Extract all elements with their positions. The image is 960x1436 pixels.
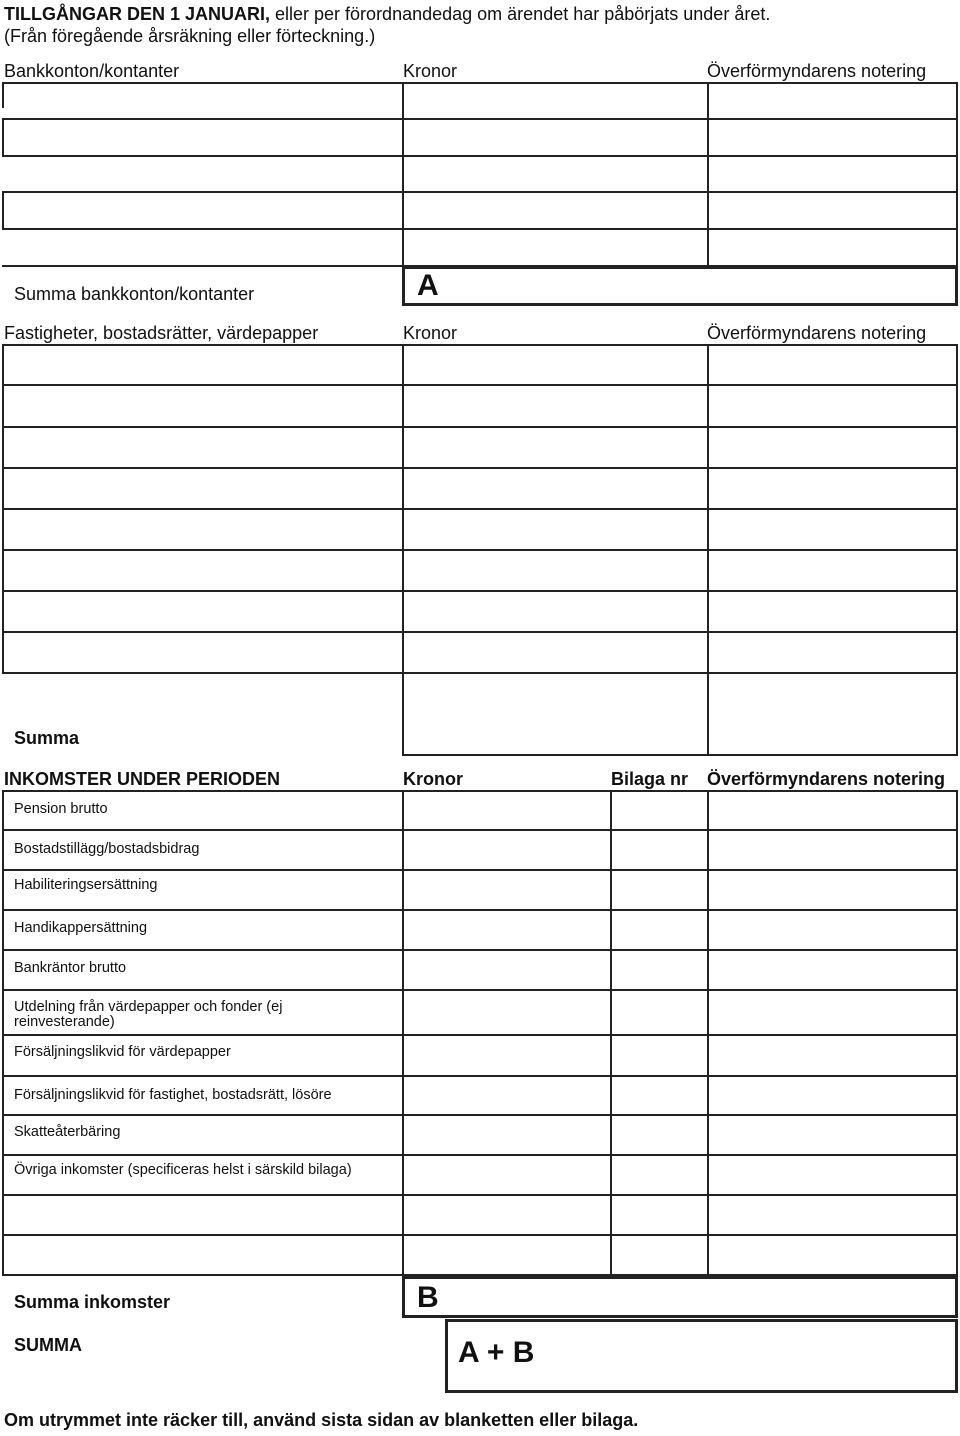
bank-row-1-kronor[interactable]	[404, 84, 705, 117]
income-sum-label: Summa inkomster	[14, 1292, 171, 1312]
income-sum-box-b[interactable]	[402, 1276, 958, 1318]
income-col-label: INKOMSTER UNDER PERIODEN	[4, 769, 281, 789]
marker-a: A	[417, 269, 439, 302]
bank-col-label: Bankkonton/kontanter	[4, 61, 180, 81]
marker-b: B	[417, 1281, 439, 1314]
income-row-habilitering: Habiliteringsersättning	[14, 877, 158, 893]
bank-row-1-notering[interactable]	[709, 84, 955, 117]
bank-row-1-name[interactable]	[4, 84, 400, 117]
heading-rest: eller per förordnandedag om ärendet har påbörjats under året.	[270, 4, 771, 24]
property-kronor-header: Kronor	[403, 323, 458, 343]
property-sum-label: Summa	[14, 728, 80, 748]
income-kronor-header: Kronor	[403, 769, 463, 789]
income-row-handikapp: Handikappersättning	[14, 920, 148, 936]
income-row-ovriga: Övriga inkomster (specificeras helst i särskild bilaga)	[14, 1162, 352, 1178]
income-row-bankrantor: Bankräntor brutto	[14, 960, 127, 976]
income-row-forsaljning-fastighet: Försäljningslikvid för fastighet, bostadsrätt, lösöre	[14, 1087, 332, 1103]
bank-sum-box-a[interactable]	[402, 266, 958, 306]
income-row-pension: Pension brutto	[14, 801, 108, 817]
heading-subtitle: (Från föregående årsräkning eller förteckning.)	[4, 26, 376, 46]
total-label: SUMMA	[14, 1335, 82, 1355]
property-col-label: Fastigheter, bostadsrätter, värdepapper	[4, 323, 319, 343]
income-row-forsaljning-vp: Försäljningslikvid för värdepapper	[14, 1044, 231, 1060]
income-notering-header: Överförmyndarens notering	[707, 769, 946, 789]
heading-bold: TILLGÅNGAR DEN 1 JANUARI,	[4, 4, 271, 24]
income-row-bostadstillagg: Bostadstillägg/bostadsbidrag	[14, 841, 200, 857]
form-heading	[4, 4, 770, 25]
bank-sum-label: Summa bankkonton/kontanter	[14, 284, 255, 304]
footer-note: Om utrymmet inte räcker till, använd sista sidan av blanketten eller bilaga.	[4, 1410, 639, 1430]
income-row-utdelning: Utdelning från värdepapper och fonder (ej	[14, 999, 283, 1015]
property-notering-header: Överförmyndarens notering	[707, 323, 927, 343]
income-row-utdelning-cont: reinvesterande)	[14, 1014, 115, 1030]
marker-a-plus-b: A + B	[458, 1336, 535, 1369]
bank-kronor-header: Kronor	[403, 61, 458, 81]
income-bilaga-header: Bilaga nr	[611, 769, 689, 789]
income-row-skatteaterbaring: Skatteåterbäring	[14, 1124, 121, 1140]
total-box-ab[interactable]	[445, 1319, 958, 1393]
bank-notering-header: Överförmyndarens notering	[707, 61, 927, 81]
